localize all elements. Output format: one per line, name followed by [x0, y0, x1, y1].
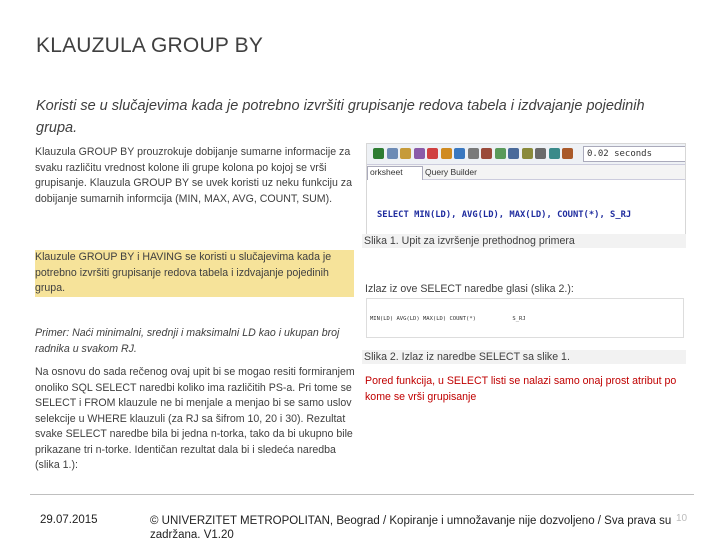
example-text: Primer: Naći minimalni, srednji i maksimalni LD kao i ukupan broj radnika u svakom RJ. [35, 327, 340, 355]
footer-copyright: © UNIVERZITET METROPOLITAN, Beograd / Kopiranje i umnožavanje nije dozvoljeno / Sva prava su zadržana. V1.20 [150, 515, 672, 541]
tab-query-builder: Query Builder [425, 167, 477, 177]
toolbar-icon [387, 148, 398, 159]
subtitle: Koristi se u slučajevima kada je potrebno izvršiti grupisanje redova tabela i izdvajanje pojedinih grupa. [36, 98, 645, 136]
editor-tabs [367, 165, 685, 180]
output-line: MIN(LD) AVG(LD) MAX(LD) COUNT(*) S_RJ [370, 316, 526, 322]
footer-date: 29.07.2015 [40, 514, 98, 526]
footer-divider [30, 494, 694, 495]
toolbar-icon [414, 148, 425, 159]
tab-worksheet: orksheet [367, 166, 423, 180]
toolbar-icon [454, 148, 465, 159]
red-note: Pored funkcija, u SELECT listi se nalazi samo onaj prost atribut po kome se vrši grupisanje [365, 375, 677, 403]
figure-caption-2: Slika 2. Izlaz iz naredbe SELECT sa slike 1. [362, 350, 686, 364]
elapsed-seconds: 0.02 seconds [583, 146, 686, 162]
toolbar-icon [495, 148, 506, 159]
paragraph-explanation: Na osnovu do sada rečenog ovaj upit bi se mogao resiti formiranjem onoliko SQL SELECT naredbi koliko ima različitih PS-a. Pri tome se SELECT i FROM klauzule ne bi menjale a menjao bi se samo uslov selekcije u WHERE klauzuli (za RJ sa šifrom 10, 20 i 30). Rezultat svake SELECT naredbe bila bi jedna n-torka, tako da bi ukupno bile prikazane tri n-torke. Identičan rezultat dala bi i sledeća naredba (slika 1.): [35, 366, 355, 471]
toolbar-icon [549, 148, 560, 159]
page-number: 10 [676, 513, 688, 524]
toolbar-icon [562, 148, 573, 159]
figure-caption-1: Slika 1. Upit za izvršenje prethodnog primera [362, 234, 686, 248]
toolbar-icon [373, 148, 384, 159]
toolbar-icon [441, 148, 452, 159]
toolbar-icon [400, 148, 411, 159]
toolbar-icon [468, 148, 479, 159]
output-screenshot [366, 298, 684, 338]
toolbar-icon [522, 148, 533, 159]
toolbar-icon [427, 148, 438, 159]
sql-line: SELECT MIN(LD), AVG(LD), MAX(LD), COUNT(*), S_RJ [377, 210, 632, 220]
toolbar-icon [508, 148, 519, 159]
toolbar-icon [535, 148, 546, 159]
page-title: KLAUZULA GROUP BY [36, 34, 264, 57]
query-screenshot [366, 143, 686, 235]
highlighted-note: Klauzule GROUP BY i HAVING se koristi u slučajevima kada je potrebno izvršiti grupisanje redova tabela i izdvajanje pojedinih grupa. [35, 250, 354, 297]
sql-query [377, 183, 631, 235]
toolbar-icon [481, 148, 492, 159]
paragraph-group-by: Klauzula GROUP BY prouzrokuje dobijanje sumarne informacije za svaku različitu vrednost kolone ili grupe kolona po kojoj se vrši grupisanje. Klauzula GROUP BY se uvek koristi uz neku funkciju za dobijanje sumarnih informcija (MIN, MAX, AVG, COUNT, SUM). [35, 146, 352, 205]
output-intro: Izlaz iz ove SELECT naredbe glasi (slika 2.): [365, 283, 574, 295]
